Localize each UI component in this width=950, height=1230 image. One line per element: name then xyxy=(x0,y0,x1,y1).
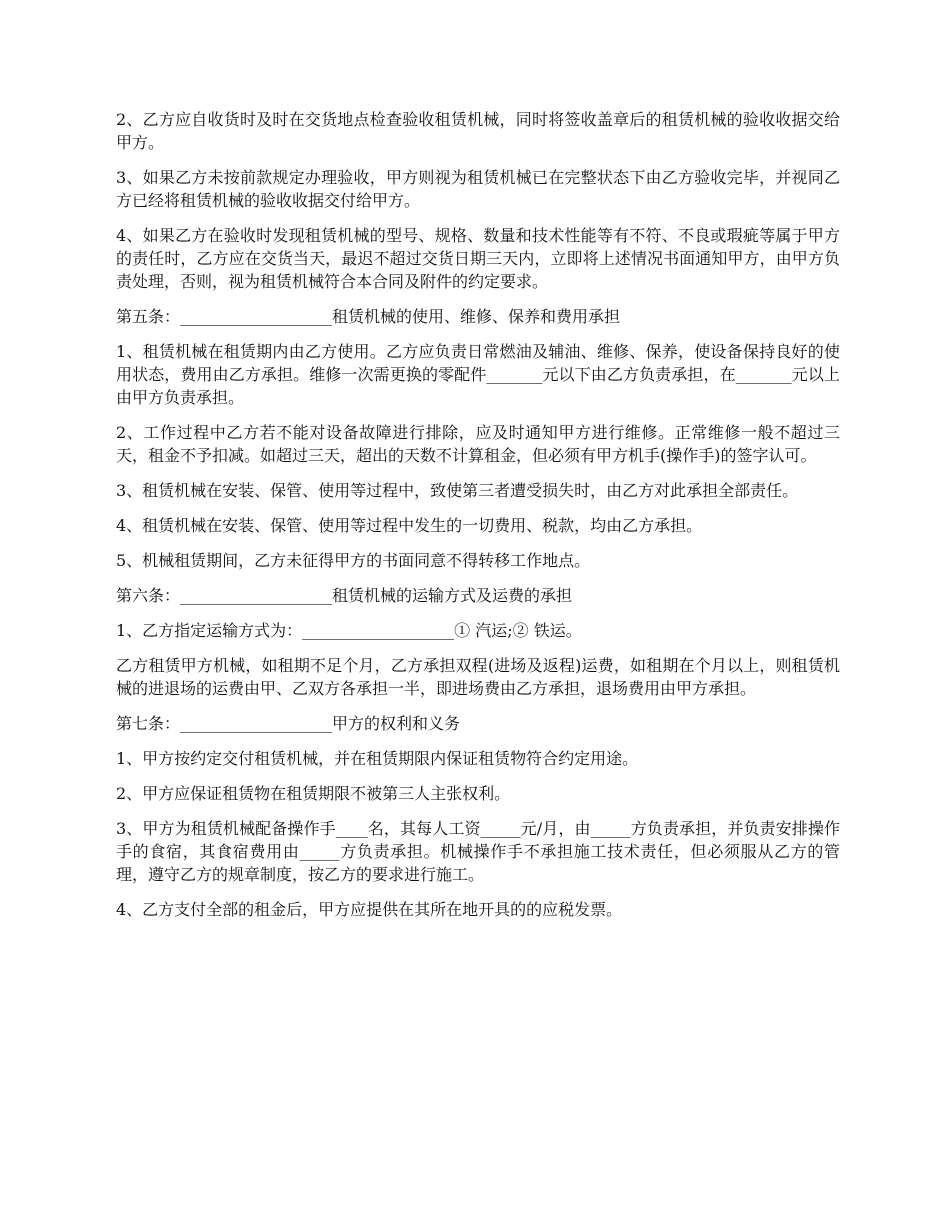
clause-6-freight-paragraph: 乙方租赁甲方机械，如租期不足个月，乙方承担双程(进场及返程)运费，如租期在个月以上，则租赁机械的进退场的运费由甲、乙双方各承担一半，即进场费由乙方承担，退场费用由甲方承担。 xyxy=(116,656,840,698)
clause-4-item-4: 4、如果乙方在验收时发现租赁机械的型号、规格、数量和技术性能等有不符、不良或瑕疵等属于甲方的责任时，乙方应在交货当天，最迟不超过交货日期三天内，立即将上述情况书面通知甲方，由甲方负责处理，否则，视为租赁机械符合本合同及附件的约定要求。 xyxy=(116,226,840,291)
clause-5-item-5: 5、机械租赁期间，乙方未征得甲方的书面同意不得转移工作地点。 xyxy=(116,551,591,570)
clause-5-item-4: 4、租赁机械在安装、保管、使用等过程中发生的一切费用、税款，均由乙方承担。 xyxy=(116,516,703,535)
clause-7-item-3: 3、甲方为租赁机械配备操作手____名，其每人工资_____元/月，由_____方负责承担，并负责安排操作手的食宿，其食宿费用由_____方负责承担。机械操作手不承担施工技术责任，但必须服从乙方的管理，遵守乙方的规章制度，按乙方的要求进行施工。 xyxy=(116,819,840,884)
clause-7-item-1: 1、甲方按约定交付租赁机械，并在租赁期限内保证租赁物符合约定用途。 xyxy=(116,749,639,768)
clause-7-heading: 第七条：___________________甲方的权利和义务 xyxy=(116,714,461,733)
document-page xyxy=(116,108,840,933)
clause-7-item-2: 2、甲方应保证租赁物在租赁期限不被第三人主张权利。 xyxy=(116,784,511,803)
clause-6-heading: 第六条：___________________租赁机械的运输方式及运费的承担 xyxy=(116,586,573,605)
clause-5-item-3: 3、租赁机械在安装、保管、使用等过程中，致使第三者遭受损失时，由乙方对此承担全部责任。 xyxy=(116,481,799,500)
clause-5-heading: 第五条：___________________租赁机械的使用、维修、保养和费用承担 xyxy=(116,307,621,326)
clause-6-item-1: 1、乙方指定运输方式为：___________________① 汽运;② 铁运。 xyxy=(116,621,582,640)
clause-5-item-1: 1、租赁机械在租赁期内由乙方使用。乙方应负责日常燃油及辅油、维修、保养，使设备保持良好的使用状态，费用由乙方承担。维修一次需更换的零配件_______元以下由乙方负责承担，在_______元以上由甲方负责承担。 xyxy=(116,342,840,407)
clause-4-item-2: 2、乙方应自收货时及时在交货地点检查验收租赁机械，同时将签收盖章后的租赁机械的验收收据交给甲方。 xyxy=(116,110,840,152)
clause-5-item-2: 2、工作过程中乙方若不能对设备故障进行排除，应及时通知甲方进行维修。正常维修一般不超过三天，租金不予扣减。如超过三天，超出的天数不计算租金，但必须有甲方机手(操作手)的签字认可。 xyxy=(116,423,840,465)
clause-4-item-3: 3、如果乙方未按前款规定办理验收，甲方则视为租赁机械已在完整状态下由乙方验收完毕，并视同乙方已经将租赁机械的验收收据交付给甲方。 xyxy=(116,168,840,210)
clause-7-item-4: 4、乙方支付全部的租金后，甲方应提供在其所在地开具的的应税发票。 xyxy=(116,900,623,919)
